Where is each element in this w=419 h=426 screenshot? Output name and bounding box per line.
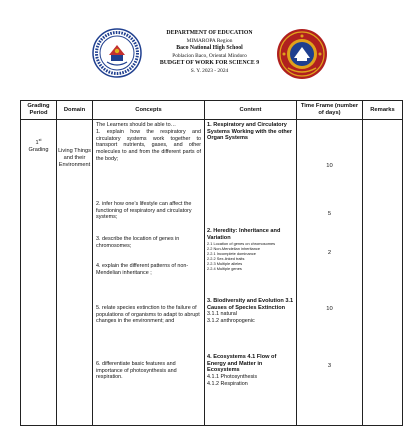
concepts-cell xyxy=(93,120,205,426)
content-subitem: 2.2.1 Incomplete dominance xyxy=(207,251,256,257)
content-subitem: 2.1 Location of genes on chromosomes xyxy=(207,241,276,247)
header-content: Content xyxy=(205,101,297,120)
grading-word: Grading xyxy=(28,146,49,153)
content-subitem: 3.1.1 natural xyxy=(207,311,237,318)
school-name: Baco National High School xyxy=(176,45,243,52)
school-year: S. Y. 2023 - 2024 xyxy=(190,67,229,74)
content-title: 1. Respiratory and Circulatory Systems Working with the other Organ Systems xyxy=(207,122,293,142)
content-block-4 xyxy=(207,354,294,388)
content-subitem: 4.1.2 Respiration xyxy=(207,380,248,387)
table-header-row xyxy=(21,101,403,120)
document-title: BUDGET OF WORK FOR SCIENCE 9 xyxy=(159,60,260,67)
content-subitem: 2.2 Non-Mendelian inheritance xyxy=(207,246,260,252)
document-header xyxy=(0,28,419,90)
content-subitem: 2.2.3 Multiple alleles xyxy=(207,261,243,267)
header-text xyxy=(150,30,269,76)
content-subitem: 4.1.1 Photosynthesis xyxy=(207,374,258,381)
domain-text: Living Things and their Environment xyxy=(58,148,91,168)
content-subitem: 2.2.2 Sex-linked traits xyxy=(207,256,245,262)
budget-of-work-table xyxy=(20,100,403,426)
content-title: 4. Ecosystems 4.1 Flow of Energy and Matter in Ecosystems xyxy=(207,354,277,374)
content-title: 2. Heredity: Inheritance and Variation xyxy=(207,228,281,241)
content-title: 3. Biodiversity and Evolution 3.1 Causes of Species Extinction xyxy=(207,298,294,311)
content-subitem: 2.2.4 Multiple genes xyxy=(207,266,242,272)
header-grading-period: Grading Period xyxy=(21,101,57,120)
grading-number: 1 xyxy=(35,139,39,146)
concept-item: 4. explain the different patterns of non-Mendelian inheritance ; xyxy=(96,263,189,276)
school-seal-icon xyxy=(276,28,328,80)
remarks-cell xyxy=(363,120,403,426)
school-address: Poblacion Baco, Oriental Mindoro xyxy=(172,52,247,59)
time-frame-cell xyxy=(297,120,363,426)
time-frame-value: 10 xyxy=(326,163,333,169)
header-remarks: Remarks xyxy=(363,101,403,120)
header-domain: Domain xyxy=(57,101,93,120)
time-frame-value: 2 xyxy=(327,250,332,256)
deped-seal-icon xyxy=(92,28,142,78)
concept-item: 5. relate species extinction to the failure of populations of organisms to adapt to abrupt changes in the environment; and xyxy=(96,305,200,325)
header-time-frame: Time Frame (number of days) xyxy=(297,101,363,120)
time-frame-value: 10 xyxy=(326,306,333,312)
concept-item: 2. infer how one’s lifestyle can affect the functioning of respiratory and circulatory systems; xyxy=(96,201,192,221)
grading-period-cell xyxy=(21,120,57,426)
table-row xyxy=(21,120,403,426)
concepts-intro: The Learners should be able to… xyxy=(96,122,177,128)
content-block-3 xyxy=(207,298,294,325)
header-concepts: Concepts xyxy=(93,101,205,120)
content-cell xyxy=(205,120,297,426)
concept-item: 1. explain how the respiratory and circulatory systems work together to transport nutrients, gases, and other molecules to and from the different parts of the body; xyxy=(96,129,201,162)
department-name: DEPARTMENT OF EDUCATION xyxy=(166,30,253,36)
concept-item: 6. differentiate basic features and importance of photosynthesis and respiration. xyxy=(96,361,177,381)
content-block-2 xyxy=(207,228,294,271)
grading-ordinal: st xyxy=(38,138,42,142)
content-block-1 xyxy=(207,122,294,142)
content-subitem: 3.1.2 anthropogenic xyxy=(207,318,255,325)
region-name: MIMAROPA Region xyxy=(186,37,233,44)
time-frame-value: 5 xyxy=(327,211,332,217)
domain-cell xyxy=(57,120,93,426)
time-frame-value: 3 xyxy=(327,363,332,369)
concept-item: 3. describe the location of genes in chromosomes; xyxy=(96,236,180,249)
